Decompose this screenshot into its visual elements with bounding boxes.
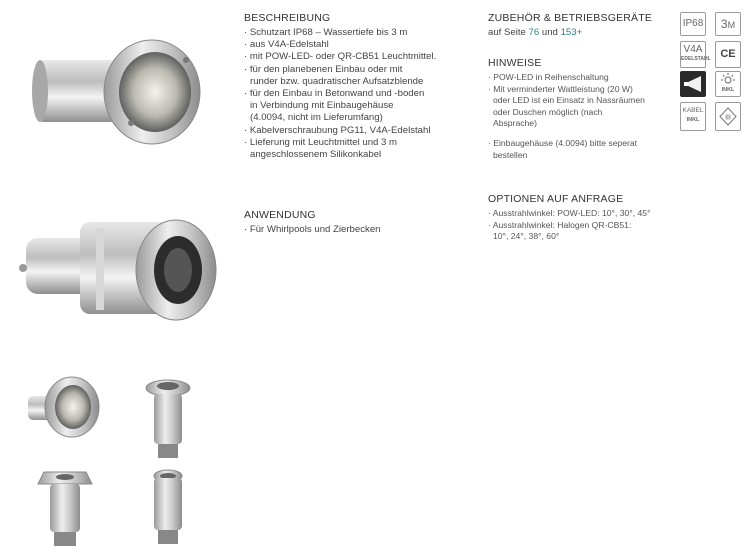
class-3-label: III — [725, 114, 731, 122]
zubehoer-middle: und — [539, 27, 561, 38]
zubehoer-page-link[interactable]: 76 — [528, 27, 540, 38]
hinweise-heading: HINWEISE — [488, 57, 542, 69]
depth-unit: M — [727, 20, 736, 30]
v4a-label: V4A — [683, 44, 703, 55]
beschreibung-line: · für den planebenen Einbau oder mit — [244, 63, 403, 75]
zubehoer-heading: ZUBEHÖR & BETRIEBSGERÄTE — [488, 12, 653, 24]
v4a-edelstahl-icon — [680, 41, 711, 68]
product-image-led — [19, 220, 216, 320]
optionen-line: 10°, 24°, 38°, 60° — [493, 231, 560, 242]
beschreibung-line: · Lieferung mit Leuchtmittel und 3 m — [244, 136, 398, 148]
thumbnail-square-flange — [38, 472, 92, 546]
kabel-inkl-label: INKL — [686, 117, 700, 123]
beschreibung-line: · aus V4A-Edelstahl — [244, 39, 329, 51]
optionen-section — [488, 193, 651, 243]
kabel-label: KABEL — [682, 107, 704, 114]
zubehoer-section — [488, 12, 652, 39]
ip68-label: IP68 — [682, 18, 704, 29]
hinweise-line: bestellen — [493, 149, 528, 160]
beam-angle-icon — [680, 71, 706, 97]
anwendung-section — [244, 209, 381, 236]
product-image-halogen — [32, 40, 200, 144]
beschreibung-line: · Schutzart IP68 – Wassertiefe bis 3 m — [244, 27, 408, 38]
zubehoer-prefix: auf Seite — [488, 27, 529, 38]
hinweise-line: · Einbaugehäuse (4.0094) bitte seperat — [488, 137, 638, 148]
depth-3m-icon — [715, 12, 741, 36]
anwendung-heading: ANWENDUNG — [244, 209, 316, 221]
edelstahl-label: EDELSTAHL — [681, 56, 711, 62]
hinweise-line: Absprache) — [493, 118, 537, 129]
beschreibung-section — [244, 12, 436, 161]
beam-icon — [681, 72, 705, 96]
optionen-line: · Ausstrahlwinkel: Halogen QR-CB51: — [488, 219, 632, 230]
optionen-line: · Ausstrahlwinkel: POW-LED: 10°, 30°, 45° — [488, 208, 651, 218]
anwendung-line: · Für Whirlpools und Zierbecken — [244, 224, 381, 235]
beschreibung-line: in Verbindung mit Einbaugehäuse — [250, 100, 394, 112]
ce-label: CE — [720, 48, 736, 60]
kabel-inkl-icon — [680, 102, 706, 131]
beschreibung-line: · mit POW-LED- oder QR-CB51 Leuchtmittel. — [244, 51, 437, 63]
thumbnail-round-flange — [146, 380, 190, 458]
optionen-heading: OPTIONEN AUF ANFRAGE — [488, 193, 624, 205]
zubehoer-page-link[interactable]: 153+ — [560, 27, 583, 38]
beschreibung-line: (4.0094, nicht im Lieferumfang) — [250, 112, 383, 124]
beschreibung-line: · für den Einbau in Betonwand und -boden — [244, 88, 425, 100]
hinweise-line: · POW-LED in Reihenschaltung — [488, 72, 609, 82]
thumbnail-flush — [154, 470, 182, 544]
beschreibung-heading: BESCHREIBUNG — [244, 12, 331, 24]
hinweise-line: oder Duschen möglich (nach — [493, 106, 603, 117]
beschreibung-line: angeschlossenem Silikonkabel — [250, 149, 382, 161]
bulb-icon — [716, 72, 740, 86]
thumbnail-side-view — [28, 377, 99, 437]
ip68-icon — [680, 12, 706, 36]
product-images — [0, 0, 236, 555]
hinweise-line: · Mit verminderter Wattleistung (20 W) — [488, 83, 633, 94]
beschreibung-line: · Kabelverschraubung PG11, V4A-Edelstahl — [244, 124, 431, 136]
beschreibung-line: runder bzw. quadratischer Aufsatzblende — [250, 75, 424, 87]
hinweise-line: oder LED ist ein Einsatz in Nassräumen — [493, 95, 645, 106]
ce-icon — [715, 41, 741, 68]
depth-value: 3 — [720, 17, 728, 31]
protection-class-icon — [715, 102, 741, 131]
class-3-diamond-icon — [716, 103, 740, 130]
lamp-included-icon — [715, 71, 741, 97]
inkl-label: INKL — [721, 87, 735, 93]
hinweise-section — [488, 57, 645, 161]
